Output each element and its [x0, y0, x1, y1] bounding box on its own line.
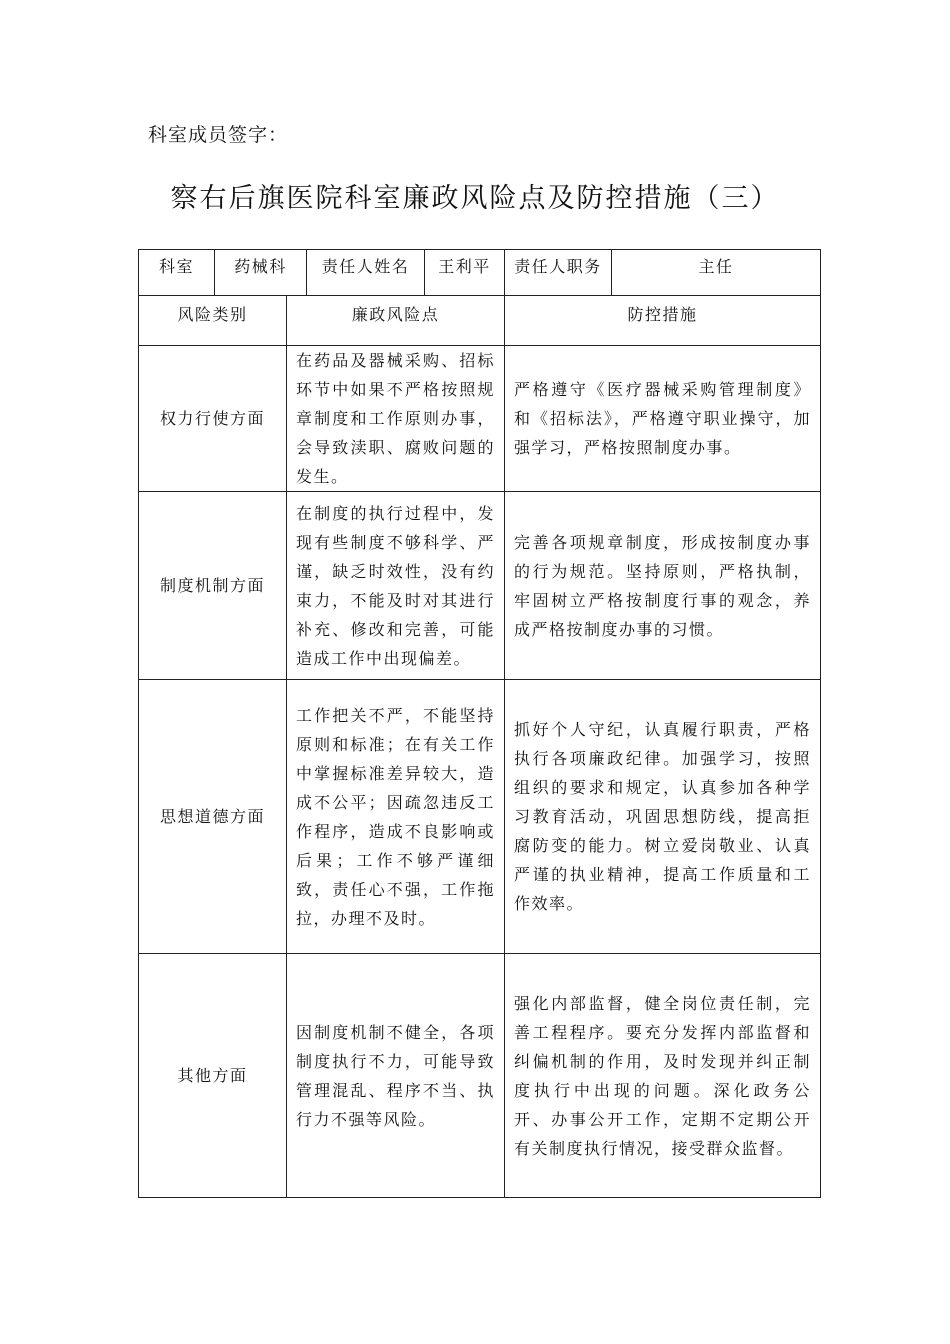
measure-cell: 严格遵守《医疗器械采购管理制度》和《招标法》，严格遵守职业操守，加强学习，严格按照制度办事。	[505, 346, 821, 492]
category-cell: 思想道德方面	[139, 680, 287, 954]
dept-value: 药械科	[215, 250, 307, 296]
category-cell: 其他方面	[139, 954, 287, 1198]
signature-label: 科室成员签字：	[148, 124, 289, 146]
measure-cell: 完善各项规章制度，形成按制度办事的行为规范。坚持原则，严格执制，牢固树立严格按制度行事的观念，养成严格按制度办事的习惯。	[505, 492, 821, 680]
page-title: 察右后旗医院科室廉政风险点及防控措施（三）	[170, 183, 780, 214]
header-measure: 防控措施	[505, 296, 821, 346]
measure-cell: 强化内部监督，健全岗位责任制，完善工程程序。要充分发挥内部监督和纠偏机制的作用，及时发现并纠正制度执行中出现的问题。深化政务公开、办事公开工作，定期不定期公开有关制度执行情况，接受群众监督。	[505, 954, 821, 1198]
table-row	[139, 346, 821, 492]
position-value: 主任	[612, 250, 821, 296]
category-cell: 权力行使方面	[139, 346, 287, 492]
risk-cell: 在制度的执行过程中，发现有些制度不够科学、严谨，缺乏时效性，没有约束力，不能及时对其进行补充、修改和完善，可能造成工作中出现偏差。	[287, 492, 505, 680]
person-value: 王利平	[425, 250, 505, 296]
risk-cell: 在药品及器械采购、招标环节中如果不严格按照规章制度和工作原则办事，会导致渎职、腐败问题的发生。	[287, 346, 505, 492]
risk-cell: 工作把关不严，不能坚持原则和标准；在有关工作中掌握标准差异较大，造成不公平；因疏忽违反工作程序，造成不良影响或后果；工作不够严谨细致，责任心不强，工作拖拉，办理不及时。	[287, 680, 505, 954]
person-label: 责任人姓名	[307, 250, 425, 296]
header-row	[139, 296, 821, 346]
header-risk: 廉政风险点	[287, 296, 505, 346]
risk-cell: 因制度机制不健全，各项制度执行不力，可能导致管理混乱、程序不当、执行力不强等风险。	[287, 954, 505, 1198]
category-cell: 制度机制方面	[139, 492, 287, 680]
measure-cell: 抓好个人守纪，认真履行职责，严格执行各项廉政纪律。加强学习，按照组织的要求和规定，认真参加各种学习教育活动，巩固思想防线，提高拒腐防变的能力。树立爱岗敬业、认真严谨的执业精神，提高工作质量和工作效率。	[505, 680, 821, 954]
header-category: 风险类别	[139, 296, 287, 346]
info-row	[139, 250, 821, 296]
table-row	[139, 954, 821, 1198]
table-row	[139, 492, 821, 680]
dept-label: 科室	[139, 250, 215, 296]
table-row	[139, 680, 821, 954]
position-label: 责任人职务	[505, 250, 612, 296]
risk-control-table	[138, 249, 821, 1198]
